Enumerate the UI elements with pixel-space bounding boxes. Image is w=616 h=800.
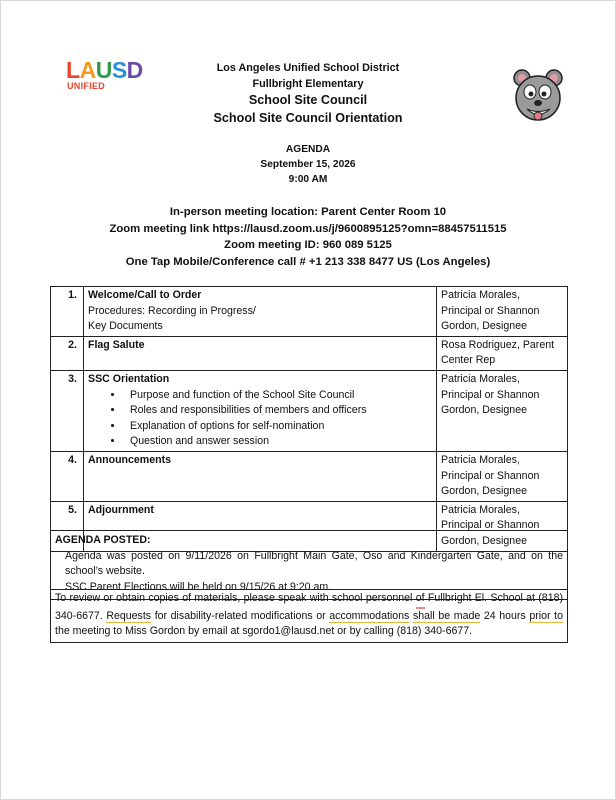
agenda-time: 9:00 AM (288, 174, 328, 185)
item-presenter (437, 336, 568, 370)
conference-phone: One Tap Mobile/Conference call # +1 213 338 8477 US (Los Angeles) (125, 256, 491, 268)
item-content (84, 370, 437, 451)
presenter-line: Patricia Morales, (441, 503, 520, 516)
notice-text: accommodations (329, 609, 410, 622)
zoom-link[interactable]: Zoom meeting link https://lausd.zoom.us/j/9600895125?omn=88457511515 (109, 223, 507, 235)
item-number: 4. (51, 451, 84, 501)
notice-text: for disability-related modifications or (151, 609, 330, 622)
item-number: 3. (51, 370, 84, 451)
item-title: Announcements (88, 453, 171, 466)
item-presenter (437, 451, 568, 501)
meeting-location: In-person meeting location: Parent Center Room 10 (169, 206, 447, 218)
item-number: 2. (51, 336, 84, 370)
presenter-line: Gordon, Designee (441, 320, 527, 333)
item-title: Adjournment (88, 503, 154, 516)
presenter-line: Principal or Shannon (441, 304, 540, 317)
item-presenter (437, 287, 568, 337)
item-presenter (437, 370, 568, 451)
item-title: Welcome/Call to Order (88, 289, 202, 301)
accommodations-notice (50, 589, 568, 643)
bullet-item: • Purpose and function of the School Site Council (124, 388, 432, 404)
presenter-line: Principal or Shannon (441, 469, 540, 482)
notice-text: the meeting to Miss Gordon by email at sgordo1@lausd.net or by calling (818) 340-6677. (55, 625, 473, 638)
school-name: Fullbright Elementary (252, 78, 364, 90)
item-number: 5. (51, 501, 84, 551)
item-line: Procedures: Recording in Progress/ (88, 304, 256, 317)
agenda-item (51, 287, 568, 337)
bullet-item: • Explanation of options for self-nomination (124, 419, 432, 435)
item-title: Flag Salute (88, 338, 145, 351)
item-content (84, 336, 437, 370)
notice-text: Requests (106, 609, 152, 622)
item-line: Key Documents (88, 320, 163, 333)
notice-text: shall be made (412, 609, 481, 622)
presenter-line: Principal or Shannon (441, 388, 540, 401)
item-bullets (88, 388, 432, 450)
logo-text: LAUSD (66, 57, 143, 83)
agenda-date: September 15, 2026 (260, 159, 356, 170)
bullet-item: • Roles and responsibilities of members and officers (124, 403, 432, 419)
presenter-line: Patricia Morales, (441, 289, 520, 301)
posted-title: AGENDA POSTED: (55, 534, 151, 546)
agenda-item (51, 370, 568, 451)
presenter-line: Patricia Morales, (441, 372, 520, 385)
item-content (84, 451, 437, 501)
presenter-line: Gordon, Designee (441, 404, 527, 417)
bullet-item: • Question and answer session (124, 434, 432, 450)
presenter-line: Gordon, Designee (441, 485, 527, 498)
agenda-item (51, 336, 568, 370)
notice-text: Fullbright El. School at (818) 340-6677. (55, 592, 564, 622)
notice-text: To review or obtain copies of materials, please speak with school personnel (55, 592, 416, 604)
presenter-line: Principal or Shannon (441, 519, 540, 532)
elections-line: SSC Parent Elections will be held on 9/15/26 at 9:20 am. (65, 580, 332, 593)
zoom-id: Zoom meeting ID: 960 089 5125 (224, 239, 392, 251)
agenda-item (51, 451, 568, 501)
agenda-table (50, 286, 568, 552)
logo-subtext: UNIFIED (67, 81, 106, 91)
presenter-line: Center Rep (441, 354, 496, 367)
item-content (84, 287, 437, 337)
notice-text: of (416, 591, 425, 609)
district-name: Los Angeles Unified School District (216, 62, 400, 74)
notice-text: 24 hours (480, 609, 530, 622)
item-title: SSC Orientation (88, 372, 170, 385)
presenter-line: Gordon, Designee (441, 534, 527, 547)
item-number: 1. (51, 287, 84, 337)
presenter-line: Rosa Rodriguez, Parent (441, 338, 555, 351)
agenda-title: AGENDA (285, 144, 331, 155)
meeting-name: School Site Council Orientation (213, 111, 403, 125)
notice-text: prior to (529, 609, 563, 622)
presenter-line: Patricia Morales, (441, 453, 520, 466)
council-name: School Site Council (248, 93, 368, 107)
posted-line: Agenda was posted on 9/11/2026 on Fullbright Main Gate, Oso and Kindergarten Gate, and on the school’s website. (65, 549, 563, 578)
